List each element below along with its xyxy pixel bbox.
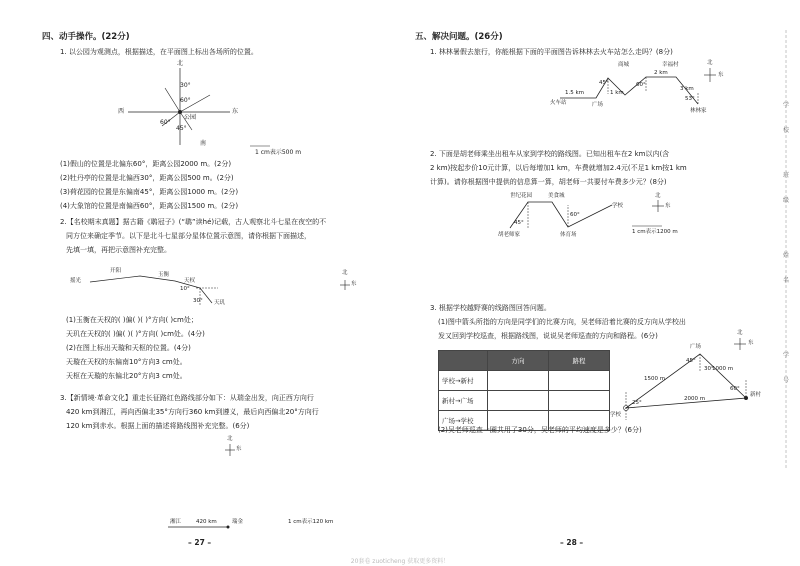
angle-45: 45°: [599, 80, 609, 86]
north-label: 北: [342, 270, 348, 276]
binding-label: 名: [783, 277, 790, 284]
angle-30: 30°: [180, 82, 191, 89]
east-label: 东: [748, 340, 754, 346]
distance-label: 420 km: [196, 519, 217, 525]
question-3-line-3: 120 km到赤水。根据上面的描述将路线图补充完整。(6分): [66, 422, 250, 430]
question-3-sub1-b: 发又回到学校巡查，根据路线图，说说吴老师巡查的方向和路程。(6分): [438, 332, 658, 340]
angle-45: 45°: [176, 125, 187, 132]
north-label: 北: [707, 60, 713, 66]
table-cell: 学校→新村: [439, 371, 488, 391]
north-label: 北: [737, 330, 743, 336]
question-2-line-3: 先填一填，再把示意图补充完整。: [66, 246, 171, 254]
xingfucun-label: 幸福村: [662, 62, 679, 68]
angle-45: 45°: [686, 358, 696, 364]
dist-2: 2 km: [654, 70, 668, 76]
dist-1500: 1500 m: [644, 376, 666, 382]
school-label: 学校: [612, 203, 624, 209]
q1-item-1: (1)假山的位置是北偏东60°，距离公园2000 m。(2分): [60, 160, 232, 168]
star-kaiyang: 开阳: [110, 268, 122, 274]
page-number: – 27 –: [188, 538, 212, 547]
question-2-line-1: 2. 下面是胡老师乘坐出租车从家到学校的路线图。已知出租车在2 km以内(含: [430, 150, 670, 158]
angle-60b: 60°: [160, 119, 171, 126]
q2-item-4: 天璇在天权的东偏南10°方向3 cm处。: [66, 358, 187, 366]
north-label: 北: [655, 193, 661, 199]
station-label: 火车站: [550, 100, 567, 106]
question-3-text: 3. 根据学校越野赛的线路图回答问题。: [430, 304, 551, 312]
question-1-text: 1. 林林暑假去旅行，你能根据下面的平面图告诉林林去火车站怎么走吗？(8分): [430, 48, 673, 56]
garden-label: 世纪花园: [510, 193, 533, 199]
scale-label: 1 cm表示500 m: [255, 149, 302, 156]
village-label: 新村: [750, 392, 762, 398]
gym-label: 体育场: [560, 232, 577, 238]
table-cell: 新村→广场: [439, 391, 488, 411]
angle-45: 45°: [514, 220, 524, 226]
angle-60: 60°: [636, 82, 646, 88]
question-3-line-2: 420 km到湘江，再向西偏北35°方向行360 km到遵义，最后向西偏北20°方向行: [66, 408, 319, 416]
xiangjiang-label: 湘江: [170, 519, 182, 525]
angle-53: 53°: [685, 96, 695, 102]
angle-30: 30°: [193, 298, 203, 304]
south-label: 南: [200, 140, 207, 147]
east-label: 东: [665, 203, 671, 209]
question-2-line-1: 2.【名校期末真题】据古籍《鹖冠子》(“鹖”读hé)记载，古人观察北斗七星在夜空的不: [60, 218, 327, 226]
angle-25: 25°: [632, 400, 642, 406]
star-tianji: 天玑: [214, 300, 226, 306]
question-1-text: 1. 以公园为观测点，根据描述，在平面图上标出各场所的位置。: [60, 48, 258, 56]
section-title: 四、动手操作。(22分): [42, 32, 130, 42]
table-header: 路程: [549, 351, 610, 371]
east-label: 东: [718, 72, 724, 78]
q2-item-2: 天玑在天权的( )偏( )( )°方向( )cm处。(4分): [66, 330, 205, 338]
east-label: 东: [236, 446, 242, 452]
binding-label: 号: [783, 377, 790, 384]
dist-1: 1 km: [610, 90, 624, 96]
school-label: 学校: [610, 412, 622, 418]
q1-item-4: (4)大象馆的位置是南偏西60°，距离公园1500 m。(2分): [60, 202, 239, 210]
east-label: 东: [232, 108, 239, 115]
park-label: 公园: [184, 114, 197, 121]
star-yuheng: 玉衡: [158, 272, 170, 278]
section-title: 五、解决问题。(26分): [415, 32, 503, 42]
dist-3: 3 km: [680, 86, 694, 92]
west-label: 西: [118, 108, 125, 115]
binding-label: 校: [783, 127, 790, 134]
question-3-sub2: (2)吴老师巡查一圈共用了30分，吴老师的平均速度是多少？(6分): [438, 426, 642, 434]
binding-label: 学: [783, 102, 790, 109]
angle-60: 60°: [570, 212, 580, 218]
scale-label: 1 cm表示1200 m: [632, 229, 678, 235]
plaza-label: 广场: [592, 102, 604, 108]
q1-item-2: (2)牡丹亭的位置是北偏西30°，距离公园500 m。(2分): [60, 174, 234, 182]
question-2-line-2: 同方位来确定季节。以下是北斗七星部分星体位置示意图，请你根据下面描述，: [66, 232, 311, 240]
scale-label: 1 cm表示120 km: [288, 519, 334, 525]
q2-item-5: 天枢在天璇的东偏北20°方向3 cm处。: [66, 372, 187, 380]
dist-1000: 1000 m: [712, 366, 734, 372]
question-2-line-3: 计算)。请你根据图中提供的信息算一算，胡老师一共要付车费多少元？(8分): [430, 178, 667, 186]
angle-30: 30°: [704, 366, 714, 372]
east-label: 东: [351, 281, 357, 287]
dist-2000: 2000 m: [684, 396, 706, 402]
binding-label: 班: [783, 172, 790, 179]
page-number: – 28 –: [560, 538, 584, 547]
table-cell: 广场→学校: [439, 411, 488, 431]
hu-home-label: 胡老师家: [498, 232, 521, 238]
angle-60: 60°: [730, 386, 740, 392]
north-label: 北: [177, 60, 184, 67]
question-2-line-2: 2 km)按起步价10元计算，以后每增加1 km，车费就增加2.4元(不足1 km按1 km: [430, 164, 687, 172]
q2-item-3: (2)在图上标出天璇和天枢的位置。(4分): [66, 344, 191, 352]
north-label: 北: [227, 436, 233, 442]
q2-item-1: (1)玉衡在天权的( )偏( )( )°方向( )cm处；: [66, 316, 198, 324]
q1-item-3: (3)荷花园的位置是东偏南45°，距离公园1000 m。(2分): [60, 188, 239, 196]
mall-label: 美食城: [548, 193, 565, 199]
binding-label: 级: [783, 197, 790, 204]
ruijin-label: 瑞金: [232, 519, 244, 525]
shangcheng-label: 商城: [618, 62, 630, 68]
question-3-sub1-a: (1)图中箭头所指的方向是同学们的比赛方向，吴老师沿着比赛的反方向从学校出: [438, 318, 686, 326]
footer-watermark: 20套卷 zuoticheng 获取更多资料！: [350, 558, 450, 565]
angle-10: 10°: [180, 286, 190, 292]
dist-1-5: 1.5 km: [565, 90, 585, 96]
binding-label: 学: [783, 352, 790, 359]
star-tianquan: 天权: [184, 278, 196, 284]
angle-60: 60°: [180, 97, 191, 104]
linlin-home-label: 林林家: [690, 108, 707, 114]
plaza-label: 广场: [690, 344, 702, 350]
binding-label: 姓: [783, 252, 790, 259]
table-header: 方向: [488, 351, 549, 371]
question-3-line-1: 3.【新情境·革命文化】重走长征路红色路线部分如下：从瑞金出发，向正西方向行: [60, 394, 314, 402]
star-yaoguang: 摇光: [70, 278, 82, 284]
